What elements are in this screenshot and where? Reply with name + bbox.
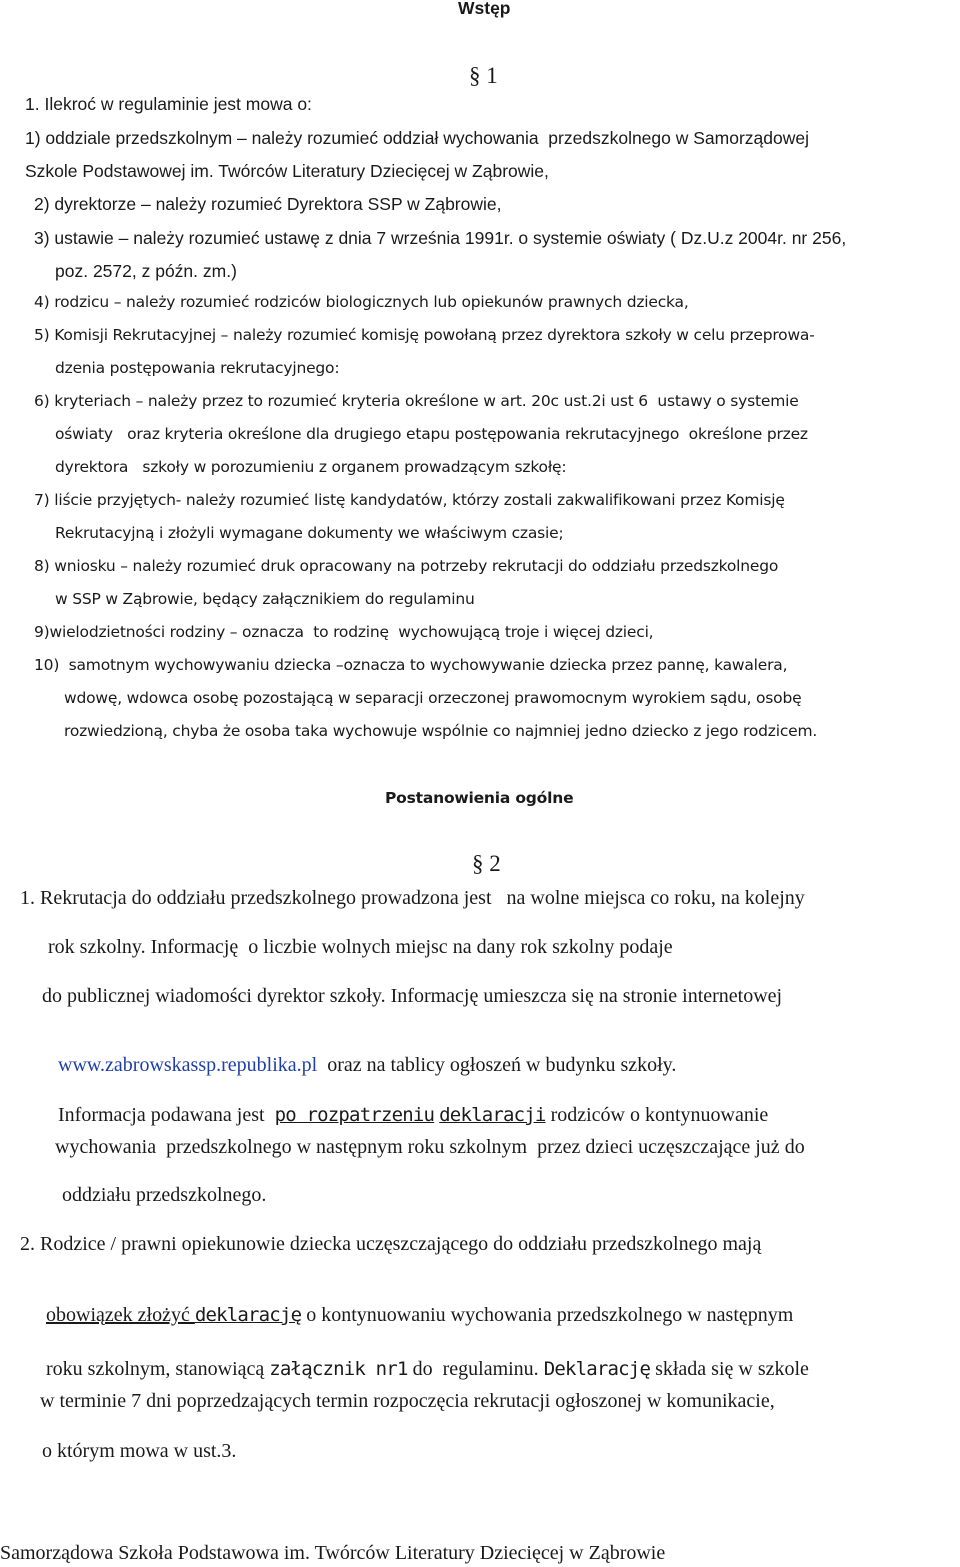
text-segment: roku szkolnym, stanowiącą	[46, 1358, 270, 1380]
definition-1-line-2: Szkole Podstawowej im. Twórców Literatury Dziecięcej w Ząbrowie,	[25, 161, 549, 181]
definition-3-line-1: 3) ustawie – należy rozumieć ustawę z dnia 7 września 1991r. o systemie oświaty ( Dz.U.z 2004r. nr 256,	[34, 228, 847, 248]
text-segment: Informacja podawana jest	[58, 1104, 275, 1126]
page-footer: Samorządowa Szkoła Podstawowa im. Twórców Literatury Dziecięcej w Ząbrowie	[0, 1542, 666, 1564]
page-title: Wstęp	[458, 0, 511, 18]
definition-8-line-2: w SSP w Ząbrowie, będący załącznikiem do regulaminu	[55, 590, 475, 608]
definition-9: 9)wielodzietności rodziny – oznacza to rodzinę wychowującą troje i więcej dzieci,	[34, 623, 654, 641]
notice-board-text: oraz na tablicy ogłoszeń w budynku szkoły.	[317, 1054, 677, 1076]
definition-10-line-1: 10) samotnym wychowywaniu dziecka –oznacza to wychowywanie dziecka przez pannę, kawalera,	[34, 656, 788, 674]
definition-8-line-1: 8) wniosku – należy rozumieć druk opracowany na potrzeby rekrutacji do oddziału przedszkolnego	[34, 557, 779, 575]
paragraph-1-line-4	[48, 1035, 676, 1075]
definition-10-line-2: wdowę, wdowca osobę pozostającą w separacji orzeczonej prawomocnym wyrokiem sądu, osobę	[64, 689, 802, 707]
paragraph-2-line-3	[36, 1339, 809, 1379]
section-sign-2: § 2	[472, 851, 501, 876]
definition-7-line-2: Rekrutacyjną i złożyli wymagane dokumenty we właściwym czasie;	[55, 524, 564, 542]
underlined-term-after-review: po rozpatrzeniu	[274, 1104, 435, 1126]
paragraph-2-line-1: 2. Rodzice / prawni opiekunowie dziecka uczęszczającego do oddziału przedszkolnego mają	[20, 1233, 762, 1255]
definition-5-line-2: dzenia postępowania rekrutacyjnego:	[55, 359, 340, 377]
underlined-term-declaration: deklarację	[194, 1304, 302, 1326]
paragraph-1-line-2: rok szkolny. Informację o liczbie wolnych miejsc na dany rok szkolny podaje	[48, 936, 673, 958]
definition-6-line-2: oświaty oraz kryteria określone dla drugiego etapu postępowania rekrutacyjnego określone przez	[55, 425, 808, 443]
definition-1-line-1: 1) oddziale przedszkolnym – należy rozumieć oddział wychowania przedszkolnego w Samorządowej	[25, 128, 809, 148]
paragraph-1-line-5	[48, 1085, 768, 1125]
definition-5-line-1: 5) Komisji Rekrutacyjnej – należy rozumieć komisję powołaną przez dyrektora szkoły w celu przeprowa-	[34, 326, 815, 344]
paragraph-1-line-6: wychowania przedszkolnego w następnym roku szkolnym przez dzieci uczęszczające już do	[55, 1136, 805, 1158]
paragraph-2-line-4: w terminie 7 dni poprzedzających termin rozpoczęcia rekrutacji ogłoszonej w komunikacie,	[40, 1390, 775, 1412]
intro-text: 1. Ilekroć w regulaminie jest mowa o:	[25, 94, 312, 114]
definition-6-line-3: dyrektora szkoły w porozumieniu z organem prowadzącym szkołę:	[55, 458, 567, 476]
paragraph-2-line-2	[36, 1285, 793, 1325]
paragraph-1-line-7: oddziału przedszkolnego.	[62, 1184, 267, 1206]
paragraph-2-line-5: o którym mowa w ust.3.	[42, 1440, 237, 1462]
attachment-reference: załącznik nr1	[269, 1358, 408, 1380]
paragraph-1-line-3: do publicznej wiadomości dyrektor szkoły. Informację umieszcza się na stronie internetowej	[42, 985, 783, 1007]
section-sign-1: § 1	[469, 63, 498, 88]
definition-4: 4) rodzicu – należy rozumieć rodziców biologicznych lub opiekunów prawnych dziecka,	[34, 293, 689, 311]
text-segment: składa się w szkole	[650, 1358, 809, 1380]
definition-2: 2) dyrektorze – należy rozumieć Dyrektora SSP w Ząbrowie,	[34, 194, 502, 214]
definition-7-line-1: 7) liście przyjętych- należy rozumieć listę kandydatów, którzy zostali zakwalifikowani przez Komisję	[34, 491, 785, 509]
definition-6-line-1: 6) kryteriach – należy przez to rozumieć kryteria określone w art. 20c ust.2i ust 6 ustawy o systemie	[34, 392, 799, 410]
text-segment: do regulaminu.	[407, 1358, 544, 1380]
underlined-term-declaration: deklaracji	[439, 1104, 546, 1126]
paragraph-1-line-1: 1. Rekrutacja do oddziału przedszkolnego prowadzona jest na wolne miejsca co roku, na kolejny	[20, 887, 805, 909]
definition-3-line-2: poz. 2572, z późn. zm.)	[55, 261, 237, 281]
text-segment: o kontynuowaniu wychowania przedszkolnego w następnym	[301, 1304, 794, 1326]
section-heading: Postanowienia ogólne	[385, 789, 574, 807]
text-segment: rodziców o kontynuowanie	[545, 1104, 769, 1126]
obligation-text: obowiązek złożyć	[46, 1304, 195, 1326]
definition-10-line-3: rozwiedzioną, chyba że osoba taka wychowuje wspólnie co najmniej jedno dziecko z jego rodzicem.	[64, 722, 818, 740]
school-website-link[interactable]: www.zabrowskassp.republika.pl	[58, 1054, 318, 1076]
declaration-term: Deklarację	[543, 1358, 651, 1380]
